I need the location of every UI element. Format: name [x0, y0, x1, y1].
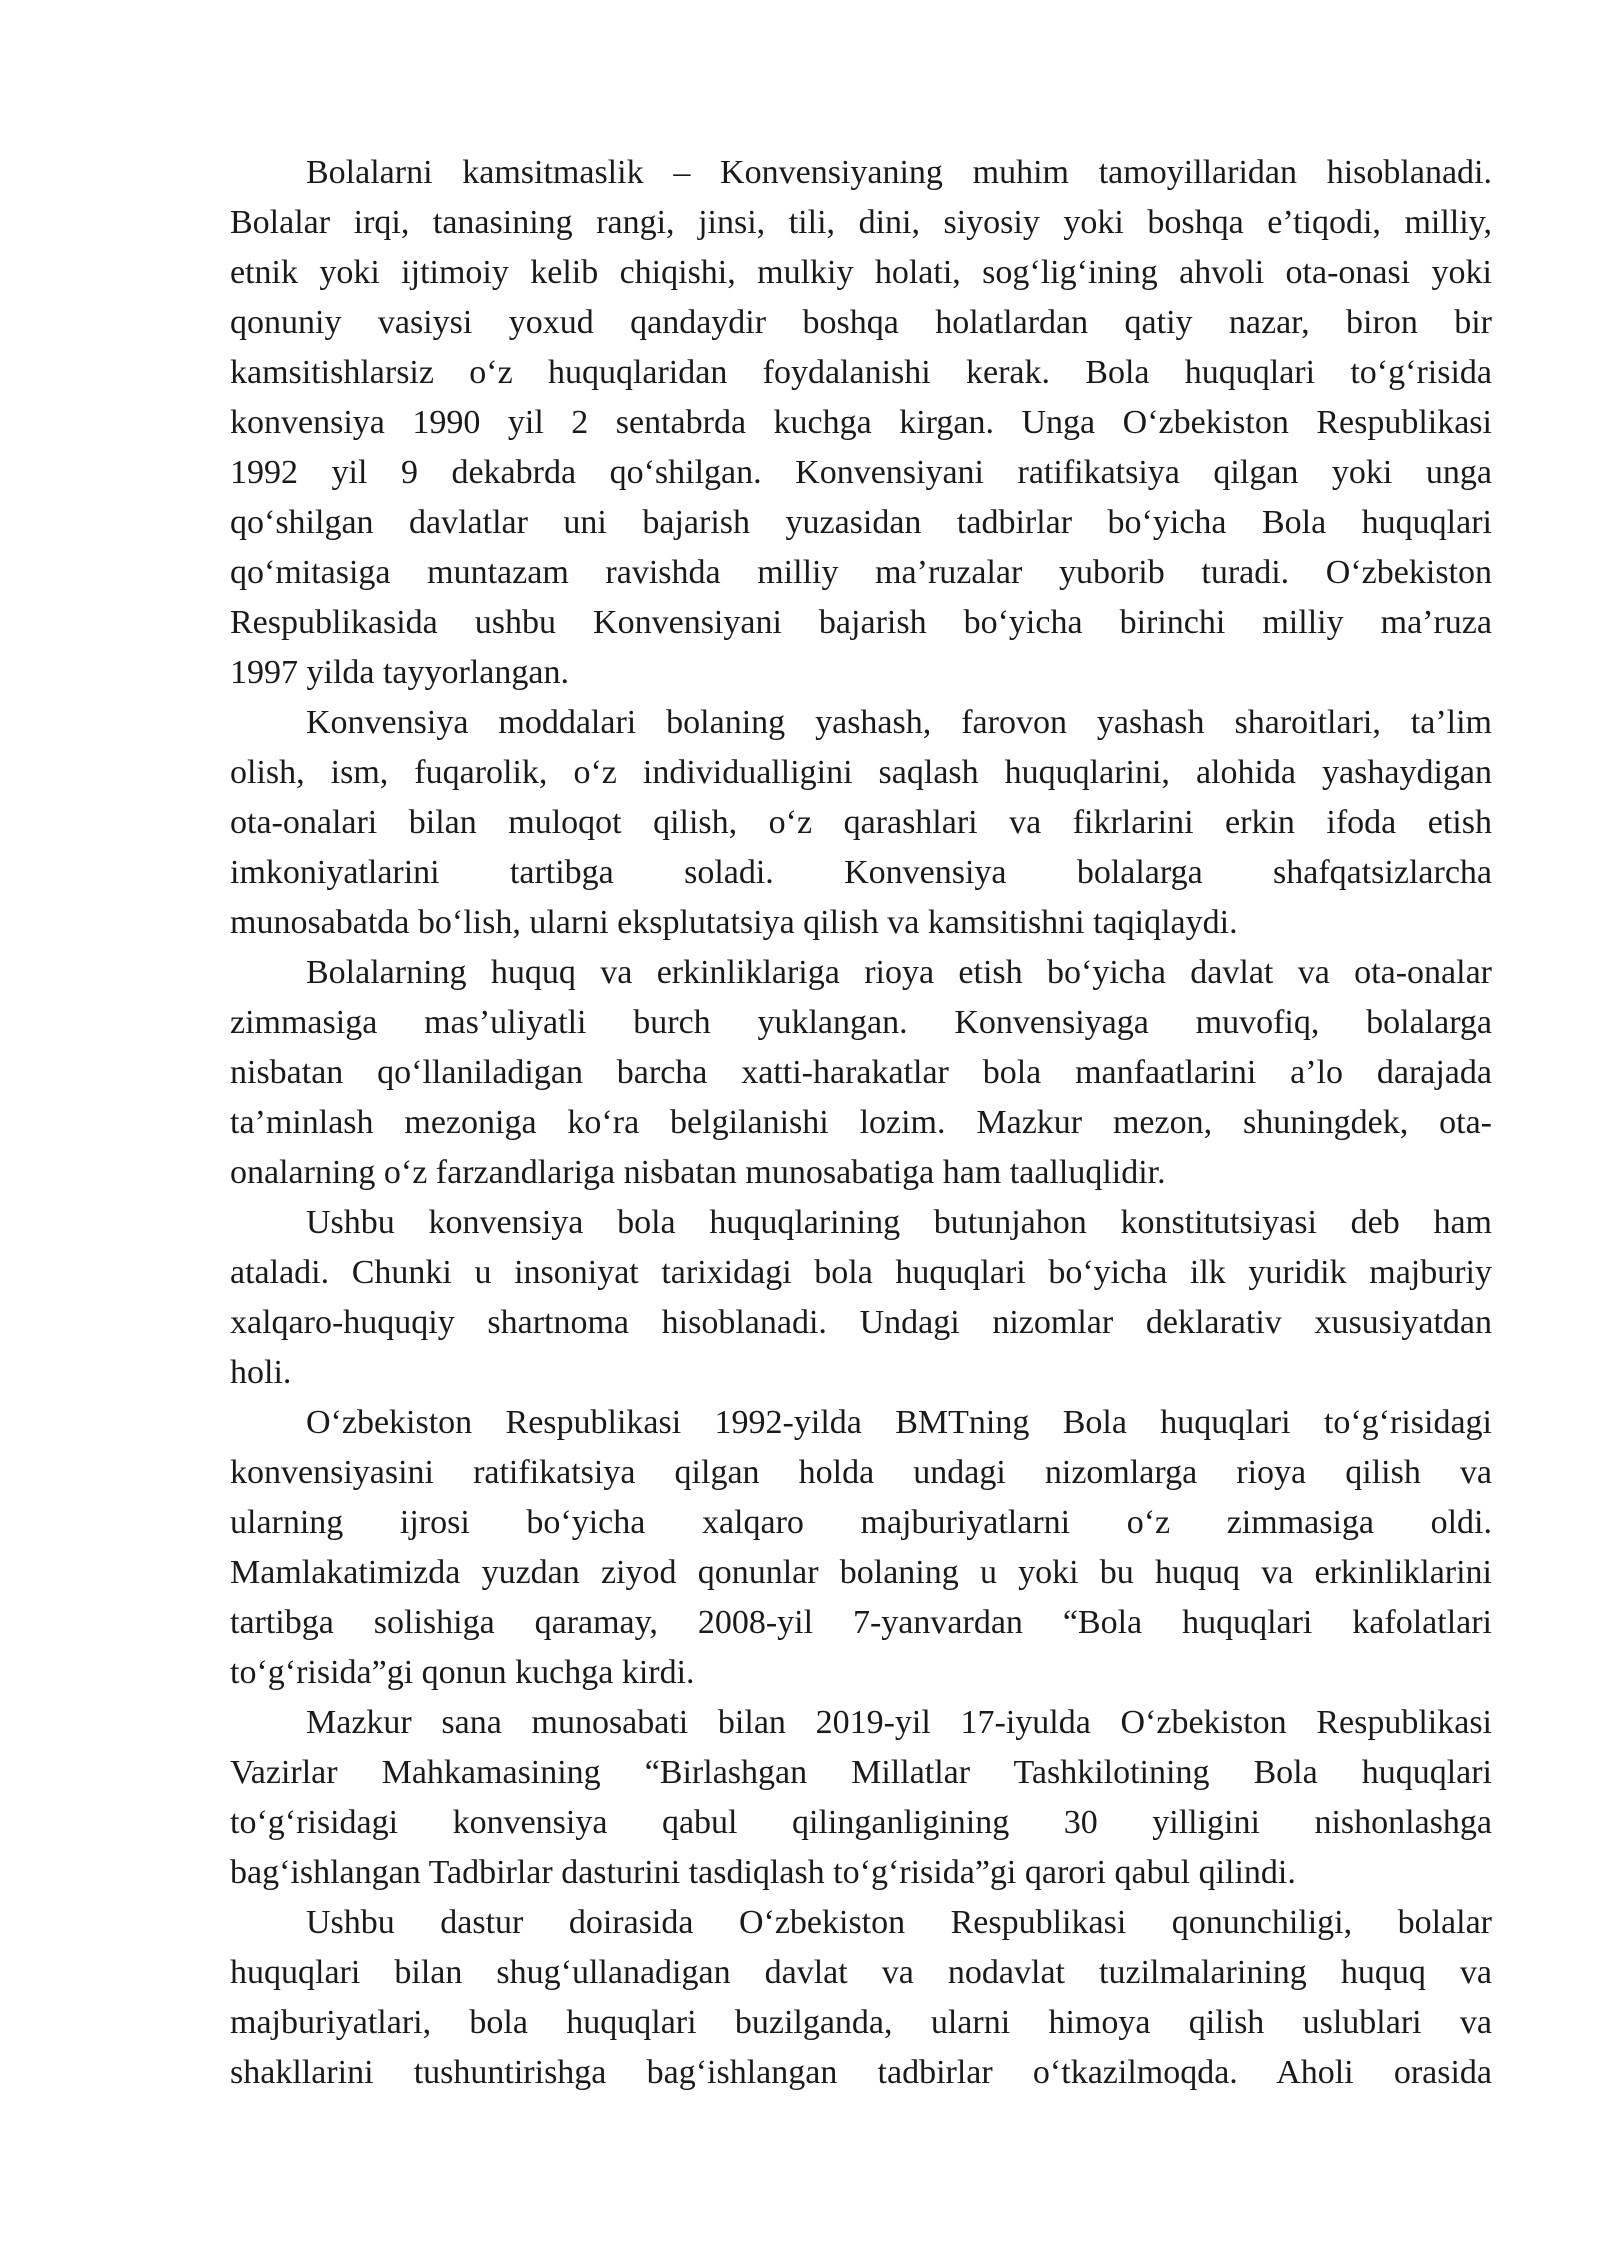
- text-line: munosabatda bo‘lish, ularni eksplutatsiya qilish va kamsitishni taqiqlaydi.: [230, 904, 1238, 941]
- text-line: Ushbu dastur doirasida O‘zbekiston Respublikasi qonunchiligi, bolalar: [306, 1904, 1492, 1941]
- text-line: Vazirlar Mahkamasining “Birlashgan Millatlar Tashkilotining Bola huquqlari: [230, 1754, 1492, 1791]
- text-line: olish, ism, fuqarolik, o‘z individualligini saqlash huquqlarini, alohida yashaydigan: [230, 754, 1492, 791]
- text-line: to‘g‘risida”gi qonun kuchga kirdi.: [230, 1654, 695, 1691]
- text-line: holi.: [230, 1354, 292, 1391]
- text-line: Mazkur sana munosabati bilan 2019-yil 17-iyulda O‘zbekiston Respublikasi: [306, 1704, 1492, 1741]
- text-line: O‘zbekiston Respublikasi 1992-yilda BMTning Bola huquqlari to‘g‘risidagi: [306, 1404, 1492, 1441]
- paragraph-program-events: [230, 1898, 1492, 2098]
- text-line: to‘g‘risidagi konvensiya qabul qilinganligining 30 yilligini nishonlashga: [230, 1804, 1492, 1841]
- text-line: Bolalar irqi, tanasining rangi, jinsi, tili, dini, siyosiy yoki boshqa e’tiqodi, milliy,: [230, 204, 1492, 241]
- text-line: bag‘ishlangan Tadbirlar dasturini tasdiqlash to‘g‘risida”gi qarori qabul qilindi.: [230, 1854, 1296, 1891]
- text-line: qo‘shilgan davlatlar uni bajarish yuzasidan tadbirlar bo‘yicha Bola huquqlari: [230, 504, 1492, 541]
- text-line: zimmasiga mas’uliyatli burch yuklangan. Konvensiyaga muvofiq, bolalarga: [230, 1004, 1492, 1041]
- text-line: Konvensiya moddalari bolaning yashash, farovon yashash sharoitlari, ta’lim: [306, 704, 1492, 741]
- paragraph-anniversary-resolution: [230, 1698, 1492, 1898]
- text-line: qonuniy vasiysi yoxud qandaydir boshqa holatlardan qatiy nazar, biron bir: [230, 304, 1492, 341]
- text-line: majburiyatlari, bola huquqlari buzilganda, ularni himoya qilish uslublari va: [230, 2004, 1492, 2041]
- text-line: 1997 yilda tayyorlangan.: [230, 654, 569, 691]
- text-line: ota-onalari bilan muloqot qilish, o‘z qarashlari va fikrlarini erkin ifoda etish: [230, 804, 1492, 841]
- paragraph-world-constitution: [230, 1198, 1492, 1398]
- text-line: ularning ijrosi bo‘yicha xalqaro majburiyatlarni o‘z zimmasiga oldi.: [230, 1504, 1492, 1541]
- text-line: Mamlakatimizda yuzdan ziyod qonunlar bolaning u yoki bu huquq va erkinliklarini: [230, 1554, 1492, 1591]
- text-line: 1992 yil 9 dekabrda qo‘shilgan. Konvensiyani ratifikatsiya qilgan yoki unga: [230, 454, 1492, 491]
- paragraph-non-discrimination: [230, 148, 1492, 698]
- text-line: konvensiya 1990 yil 2 sentabrda kuchga kirgan. Unga O‘zbekiston Respublikasi: [230, 404, 1492, 441]
- text-line: kamsitishlarsiz o‘z huquqlaridan foydalanishi kerak. Bola huquqlari to‘g‘risida: [230, 354, 1492, 391]
- text-line: tartibga solishiga qaramay, 2008-yil 7-yanvardan “Bola huquqlari kafolatlari: [230, 1604, 1492, 1641]
- text-line: xalqaro-huquqiy shartnoma hisoblanadi. Undagi nizomlar deklarativ xususiyatdan: [230, 1304, 1492, 1341]
- text-line: konvensiyasini ratifikatsiya qilgan holda undagi nizomlarga rioya qilish va: [230, 1454, 1492, 1491]
- text-line: ta’minlash mezoniga ko‘ra belgilanishi lozim. Mazkur mezon, shuningdek, ota-: [230, 1104, 1492, 1141]
- text-line: etnik yoki ijtimoiy kelib chiqishi, mulkiy holati, sog‘lig‘ining ahvoli ota-onasi yoki: [230, 254, 1492, 291]
- paragraph-state-parent-duties: [230, 948, 1492, 1198]
- paragraph-convention-articles: [230, 698, 1492, 948]
- text-line: imkoniyatlarini tartibga soladi. Konvensiya bolalarga shafqatsizlarcha: [230, 854, 1492, 891]
- text-line: huquqlari bilan shug‘ullanadigan davlat va nodavlat tuzilmalarining huquq va: [230, 1954, 1492, 1991]
- text-line: Ushbu konvensiya bola huquqlarining butunjahon konstitutsiyasi deb ham: [306, 1204, 1492, 1241]
- text-line: onalarning o‘z farzandlariga nisbatan munosabatiga ham taalluqlidir.: [230, 1154, 1166, 1191]
- text-line: qo‘mitasiga muntazam ravishda milliy ma’ruzalar yuborib turadi. O‘zbekiston: [230, 554, 1492, 591]
- text-line: Respublikasida ushbu Konvensiyani bajarish bo‘yicha birinchi milliy ma’ruza: [230, 604, 1492, 641]
- text-line: Bolalarning huquq va erkinliklariga rioya etish bo‘yicha davlat va ota-onalar: [306, 954, 1492, 991]
- text-line: shakllarini tushuntirishga bag‘ishlangan tadbirlar o‘tkazilmoqda. Aholi orasida: [230, 2054, 1492, 2091]
- text-line: Bolalarni kamsitmaslik – Konvensiyaning muhim tamoyillaridan hisoblanadi.: [306, 154, 1492, 191]
- text-line: ataladi. Chunki u insoniyat tarixidagi bola huquqlari bo‘yicha ilk yuridik majburiy: [230, 1254, 1492, 1291]
- paragraph-ratification: [230, 1398, 1492, 1698]
- body-text: [230, 148, 1492, 2098]
- text-line: nisbatan qo‘llaniladigan barcha xatti-harakatlar bola manfaatlarini a’lo darajada: [230, 1054, 1492, 1091]
